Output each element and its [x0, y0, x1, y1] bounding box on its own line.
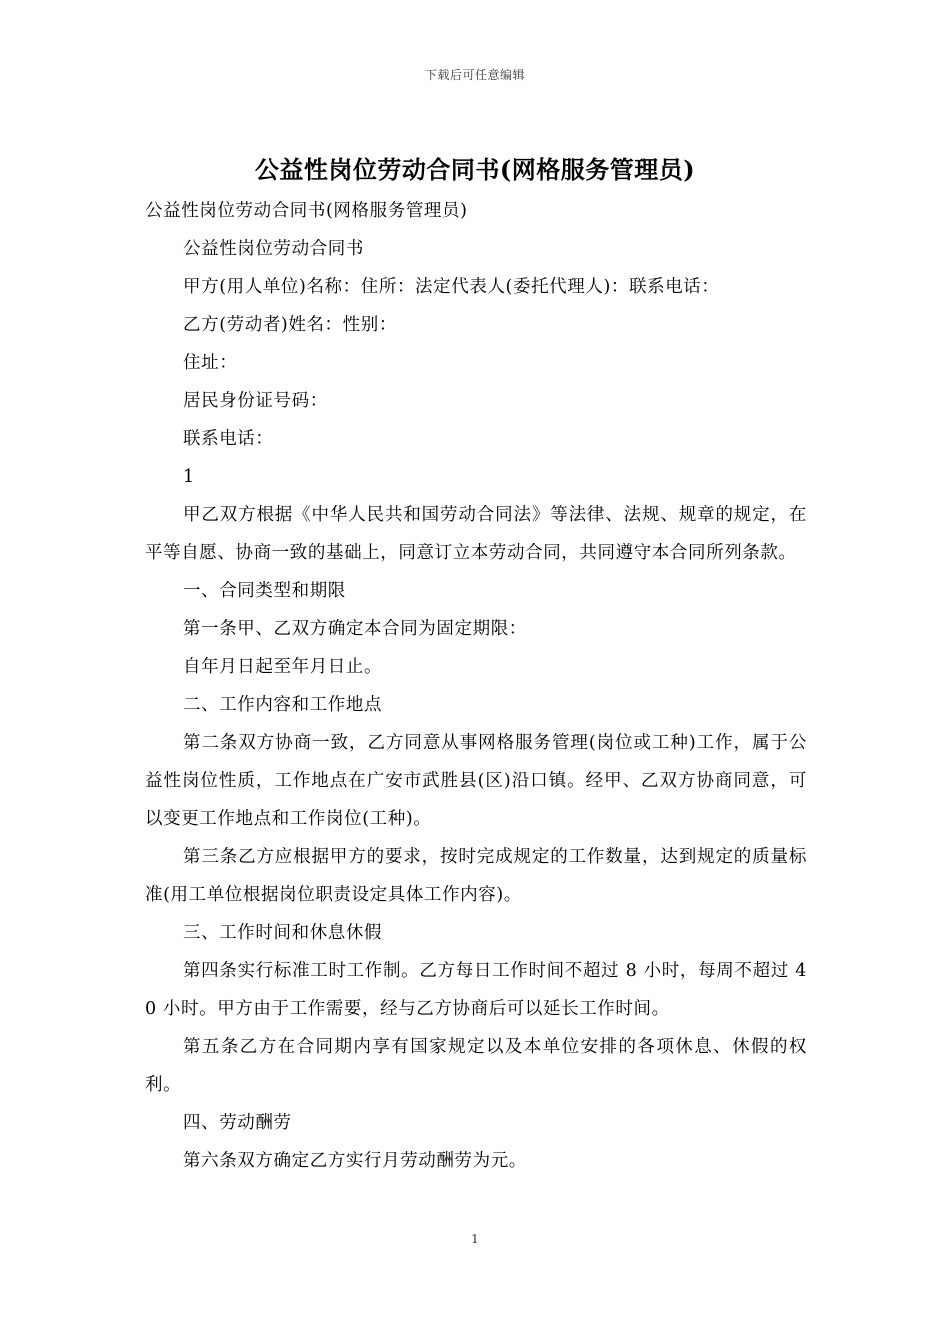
paragraph: 自年月日起至年月日止。 [183, 657, 383, 677]
paragraph: 甲方(用人单位)名称：住所：法定代表人(委托代理人)：联系电话： [183, 277, 720, 297]
page-number: 1 [471, 1232, 479, 1246]
document-title: 公益性岗位劳动合同书(网格服务管理员) [254, 155, 696, 184]
paragraph: 公益性岗位劳动合同书(网格服务管理员) [145, 201, 468, 221]
paragraph: 住址： [183, 353, 238, 373]
paragraph: 联系电话： [183, 429, 274, 449]
paragraph: 第三条乙方应根据甲方的要求，按时完成规定的工作数量，达到规定的质量标准(用工单位根据岗位职责设定具体工作内容)。 [145, 847, 807, 905]
page-header-note: 下载后可任意编辑 [424, 68, 525, 82]
section-heading: 二、工作内容和工作地点 [183, 695, 383, 715]
section-heading: 四、劳动酬劳 [183, 1113, 292, 1133]
paragraph: 甲乙双方根据《中华人民共和国劳动合同法》等法律、法规、规章的规定，在平等自愿、协商一致的基础上，同意订立本劳动合同，共同遵守本合同所列条款。 [145, 505, 807, 563]
paragraph: 第二条双方协商一致，乙方同意从事网格服务管理(岗位或工种)工作，属于公益性岗位性质，工作地点在广安市武胜县(区)沿口镇。经甲、乙双方协商同意，可以变更工作地点和工作岗位(工种)。 [145, 733, 807, 829]
section-heading: 一、合同类型和期限 [183, 581, 346, 601]
paragraph: 居民身份证号码： [183, 391, 328, 411]
paragraph: 第五条乙方在合同期内享有国家规定以及本单位安排的各项休息、休假的权利。 [145, 1037, 807, 1095]
section-heading: 三、工作时间和休息休假 [183, 923, 383, 943]
document-body [145, 192, 807, 1180]
paragraph: 第四条实行标准工时工作制。乙方每日工作时间不超过 8 小时，每周不超过 40 小时。甲方由于工作需要，经与乙方协商后可以延长工作时间。 [145, 961, 807, 1019]
paragraph: 1 [183, 467, 195, 487]
paragraph: 公益性岗位劳动合同书 [183, 239, 364, 259]
paragraph: 乙方(劳动者)姓名：性别： [183, 315, 397, 335]
paragraph: 第一条甲、乙双方确定本合同为固定期限： [183, 619, 527, 639]
paragraph: 第六条双方确定乙方实行月劳动酬劳为元。 [183, 1151, 527, 1171]
